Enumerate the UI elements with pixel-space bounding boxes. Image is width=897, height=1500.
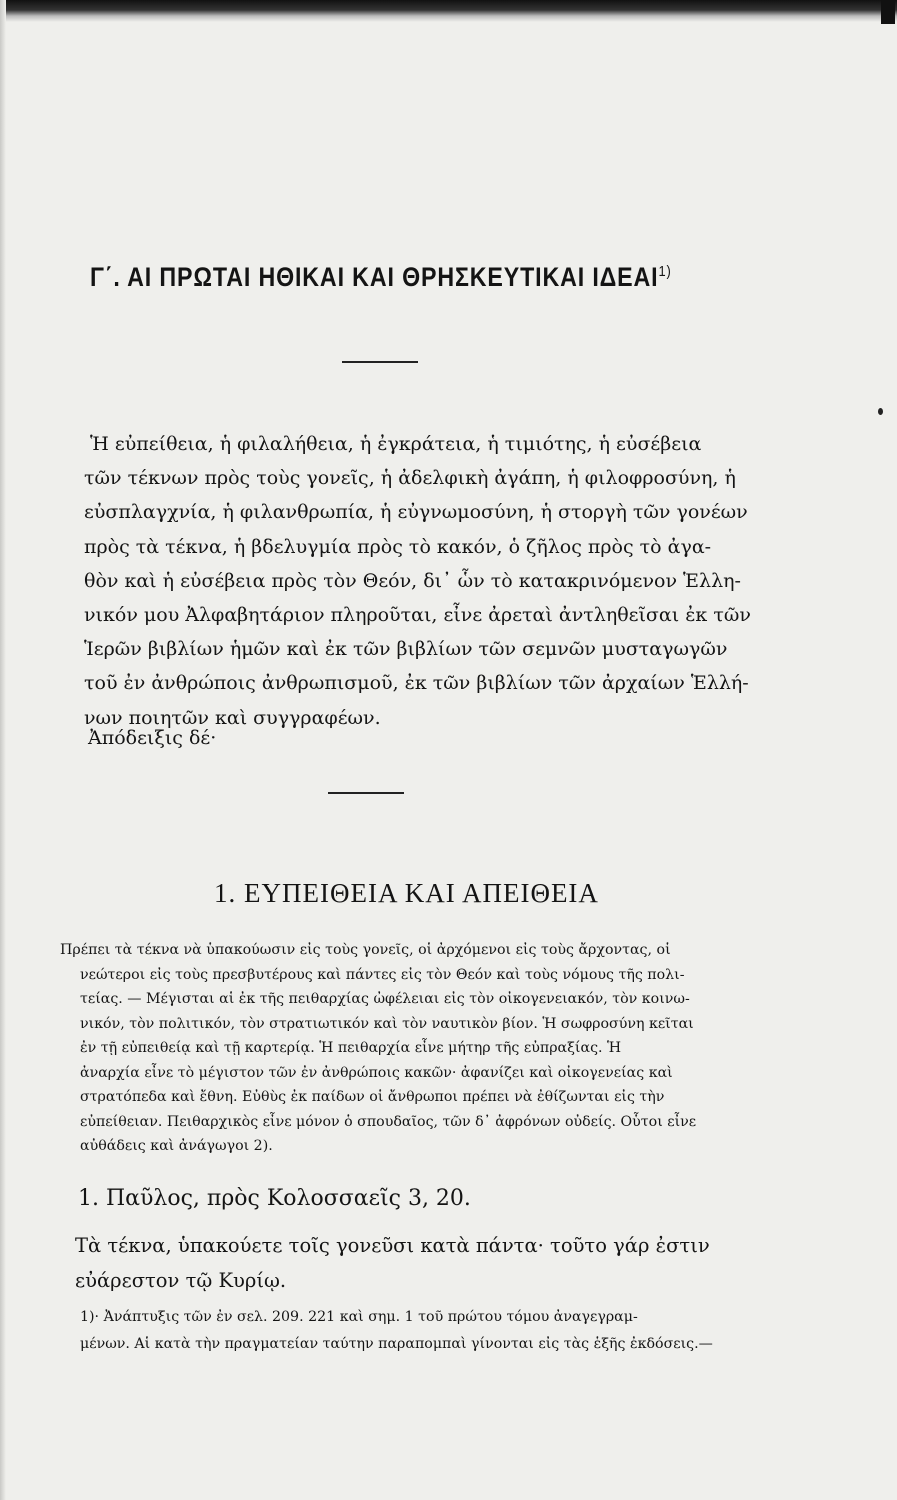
divider-rule-2 [328, 792, 404, 794]
quote-line: εὐάρεστον τῷ Κυρίῳ. [75, 1269, 287, 1292]
footnote [80, 1304, 760, 1358]
chapter-heading [90, 262, 744, 293]
section-line: αὐθάδεις καὶ ἀνάγωγοι 2). [80, 1138, 273, 1154]
intro-line: Ἱερῶν βιβλίων ἡμῶν καὶ ἐκ τῶν βιβλίων τῶν σεμνῶν μυσταγωγῶν [84, 638, 728, 661]
intro-line: πρὸς τὰ τέκνα, ἡ βδελυγμία πρὸς τὸ κακόν, ὁ ζῆλος πρὸς τὸ ἀγα- [84, 535, 712, 558]
section-line: ἀναρχία εἶνε τὸ μέγιστον τῶν ἐν ἀνθρώποις κακῶν· ἀφανίζει καὶ οἰκογενείας καὶ [80, 1064, 673, 1081]
section-line: νικόν, τὸν πολιτικόν, τὸν στρατιωτικόν καὶ τὸν ναυτικὸν βίον. Ἡ σωφροσύνη κεῖται [80, 1015, 694, 1032]
intro-paragraph [84, 427, 774, 735]
section-line: νεώτεροι εἰς τοὺς πρεσβυτέρους καὶ πάντες εἰς τὸν Θεόν καὶ τοὺς νόμους τῆς πολι- [80, 966, 685, 983]
intro-line: εὐσπλαγχνία, ἡ φιλανθρωπία, ἡ εὐγνωμοσύνη, ἡ στοργὴ τῶν γονέων [84, 501, 748, 524]
quote-line: Τὰ τέκνα, ὑπακούετε τοῖς γονεῦσι κατὰ πάντα· τοῦτο γάρ ἐστιν [75, 1234, 710, 1257]
footnote-line: μένων. Αἱ κατὰ τὴν πραγματείαν ταύτην παραπομπαὶ γίνονται εἰς τὰς ἑξῆς ἐκδόσεις.— [80, 1336, 713, 1352]
scan-top-edge [0, 0, 897, 22]
section-paragraph [60, 938, 760, 1159]
section-line: ἐν τῇ εὐπειθείᾳ καὶ τῇ καρτερίᾳ. Ἡ πειθαρχία εἶνε μήτηρ τῆς εὐπραξίας. Ἡ [80, 1040, 622, 1056]
heading-footnote-mark: 1) [658, 263, 672, 280]
intro-line: νικόν μου Ἀλφαβητάριον πληροῦται, εἶνε ἀρεταὶ ἀντληθεῖσαι ἐκ τῶν [84, 604, 751, 627]
footnote-line: 1)· Ἀνάπτυξις τῶν ἐν σελ. 209. 221 καὶ σημ. 1 τοῦ πρώτου τόμου ἀναγεγραμ- [80, 1309, 638, 1325]
chapter-heading-text: Γ΄. ΑΙ ΠΡΩΤΑΙ ΗΘΙΚΑΙ ΚΑΙ ΘΡΗΣΚΕΥΤΙΚΑΙ ΙΔΕΑΙ [90, 262, 659, 292]
section-line: εὐπείθειαν. Πειθαρχικὸς εἶνε μόνον ὁ σπουδαῖος, τῶν δ᾿ ἀφρόνων οὐδείς. Οὗτοι εἶνε [80, 1113, 697, 1130]
intro-line: τῶν τέκνων πρὸς τοὺς γονεῖς, ἡ ἀδελφικὴ ἀγάπη, ἡ φιλοφροσύνη, ἡ [84, 467, 736, 490]
intro-line: νων ποιητῶν καὶ συγγραφέων. [84, 706, 381, 729]
divider-rule-1 [342, 361, 418, 363]
section-line: τείας. — Μέγισται αἱ ἐκ τῆς πειθαρχίας ὠφέλειαι εἰς τὸν οἰκογενειακόν, τὸν κοινω- [80, 991, 690, 1007]
scan-left-edge [0, 0, 6, 1500]
intro-line: τοῦ ἐν ἀνθρώποις ἀνθρωπισμοῦ, ἐκ τῶν βιβλίων τῶν ἀρχαίων Ἑλλή- [84, 672, 749, 695]
quote-text [75, 1228, 775, 1298]
quote-source: 1. Παῦλος, πρὸς Κολοσσαεῖς 3, 20. [78, 1186, 471, 1211]
intro-line: Ἡ εὐπείθεια, ἡ φιλαλήθεια, ἡ ἐγκράτεια, ἡ τιμιότης, ἡ εὐσέβεια [90, 433, 702, 455]
section-line: στρατόπεδα καὶ ἔθνη. Εὐθὺς ἐκ παίδων οἱ ἄνθρωποι πρέπει νὰ ἐθίζωνται εἰς τὴν [80, 1089, 665, 1105]
speck [878, 408, 883, 415]
proof-line: Ἀπόδειξις δέ· [88, 727, 217, 749]
section-line: Πρέπει τὰ τέκνα νὰ ὑπακούωσιν εἰς τοὺς γονεῖς, οἱ ἀρχόμενοι εἰς τοὺς ἄρχοντας, οἱ [60, 942, 671, 958]
intro-line: θὸν καὶ ἡ εὐσέβεια πρὸς τὸν Θεόν, δι᾿ ὧν τὸ κατακρινόμενον Ἑλλη- [84, 569, 741, 592]
section-title: 1. ΕΥΠΕΙΘΕΙΑ ΚΑΙ ΑΠΕΙΘΕΙΑ [214, 878, 599, 908]
scan-corner-mark [881, 0, 895, 24]
